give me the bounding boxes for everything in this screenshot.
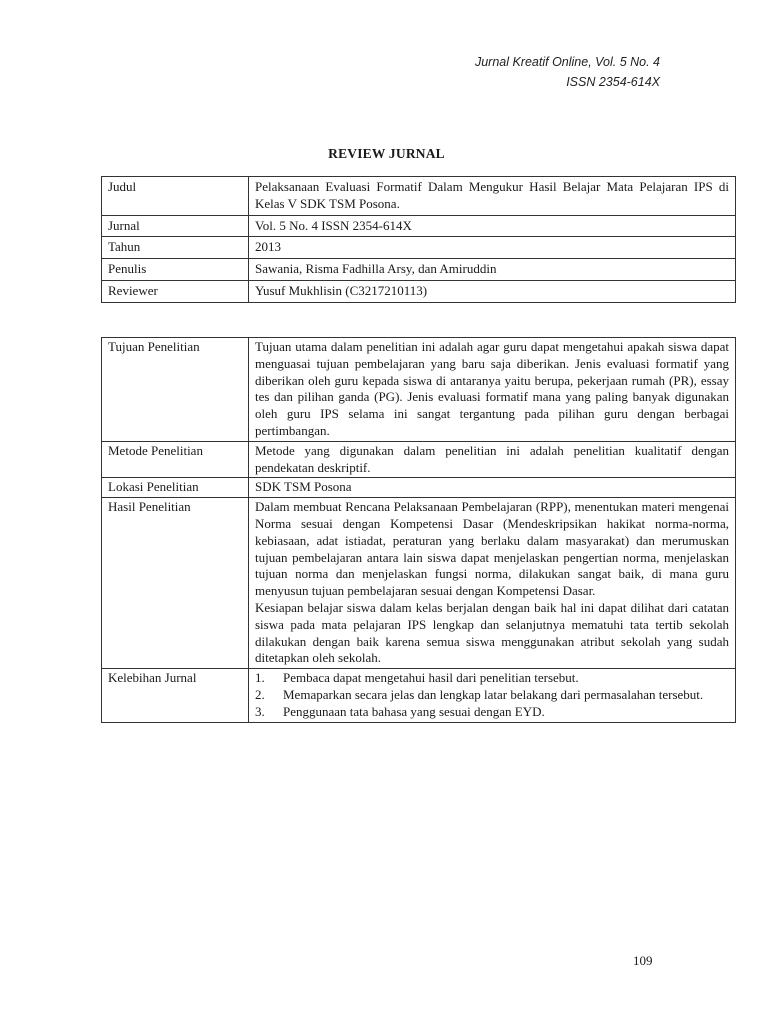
- row-label-lokasi: Lokasi Penelitian: [102, 478, 249, 498]
- list-item-number: 2.: [255, 686, 265, 702]
- table-row: [102, 441, 736, 478]
- table-row: [102, 215, 736, 237]
- list-item-text: Pembaca dapat mengetahui hasil dari penelitian tersebut.: [283, 670, 579, 686]
- list-item-text: Penggunaan tata bahasa yang sesuai dengan EYD.: [283, 703, 545, 719]
- row-value-jurnal: Vol. 5 No. 4 ISSN 2354-614X: [249, 215, 736, 237]
- row-label-tujuan: Tujuan Penelitian: [102, 338, 249, 442]
- row-value-lokasi: SDK TSM Posona: [249, 478, 736, 498]
- list-item: [255, 670, 729, 687]
- list-item-text: Memaparkan secara jelas dan lengkap latar belakang dari permasalahan tersebut.: [283, 686, 704, 702]
- row-value-penulis: Sawania, Risma Fadhilla Arsy, dan Amiruddin: [249, 259, 736, 281]
- row-label-hasil: Hasil Penelitian: [102, 498, 249, 669]
- row-value-metode: Metode yang digunakan dalam penelitian ini adalah penelitian kualitatif dengan pendekatan deskriptif.: [249, 441, 736, 478]
- journal-name: Jurnal Kreatif Online, Vol. 5 No. 4: [474, 55, 660, 69]
- list-item: [255, 687, 729, 704]
- row-label-reviewer: Reviewer: [102, 280, 249, 302]
- table-row: [102, 280, 736, 302]
- row-label-judul: Judul: [102, 177, 249, 216]
- hasil-paragraph-2: Kesiapan belajar siswa dalam kelas berjalan dengan baik hal ini dapat dilihat dari catatan siswa pada mata pelajaran IPS lengkap dan selanjutnya mematuhi tata tertib sekolah dilakukan dengan baik karena semua siswa menggunakan atribut sekolah yang sudah ditetapkan oleh sekolah.: [255, 599, 729, 666]
- row-value-tujuan: Tujuan utama dalam penelitian ini adalah agar guru dapat mengetahui apakah siswa dapat menguasai tujuan pembelajaran yang baru saja diberikan. Jenis evaluasi formatif yang diberikan oleh guru kepada siswa di antaranya yaitu berupa, pekerjaan rumah (PR), essay tes dan pilihan ganda (PG). Jenis evaluasi formatif mana yang paling banyak digunakan oleh guru IPS selama ini sangat tergantung pada pilihan guru dengan berbagai pertimbangan.: [249, 338, 736, 442]
- table-row: [102, 237, 736, 259]
- row-label-kelebihan: Kelebihan Jurnal: [102, 669, 249, 722]
- table-row: [102, 669, 736, 722]
- hasil-paragraph-1: Dalam membuat Rencana Pelaksanaan Pembelajaran (RPP), menentukan materi mengenai Norma sesuai dengan Kompetensi Dasar (Mendeskripsikan hakikat norma-norma, kebiasaan, adat istiadat, peraturan yang berlaku dalam masyarakat) dan merumuskan tujuan pembelajaran antara lain siswa dapat menjelaskan pengertian norma, menjelaskan tujuan norma dan menjelaskan fungsi norma, dilakukan sangat baik, di mana guru menyusun tujuan pembelajaran sesuai dengan Kompetensi Dasar.: [255, 499, 729, 599]
- info-table: [101, 176, 736, 303]
- row-label-jurnal: Jurnal: [102, 215, 249, 237]
- journal-issn: ISSN 2354-614X: [566, 75, 660, 89]
- list-item-number: 3.: [255, 703, 265, 719]
- table-row: [102, 338, 736, 442]
- row-label-tahun: Tahun: [102, 237, 249, 259]
- row-value-judul: Pelaksanaan Evaluasi Formatif Dalam Mengukur Hasil Belajar Mata Pelajaran IPS di Kelas V SDK TSM Posona.: [249, 177, 736, 216]
- table-row: [102, 498, 736, 669]
- list-item-number: 1.: [255, 670, 265, 686]
- row-value-kelebihan: [249, 669, 736, 722]
- row-value-reviewer: Yusuf Mukhlisin (C3217210113): [249, 280, 736, 302]
- table-row: [102, 177, 736, 216]
- page-title: REVIEW JURNAL: [328, 146, 445, 161]
- page-number: 109: [633, 953, 653, 968]
- review-table: [101, 337, 736, 723]
- row-label-metode: Metode Penelitian: [102, 441, 249, 478]
- row-value-tahun: 2013: [249, 237, 736, 259]
- row-value-hasil: [249, 498, 736, 669]
- list-item: [255, 704, 729, 721]
- kelebihan-list: [255, 670, 729, 720]
- table-row: [102, 259, 736, 281]
- table-row: [102, 478, 736, 498]
- row-label-penulis: Penulis: [102, 259, 249, 281]
- journal-header: [475, 52, 660, 92]
